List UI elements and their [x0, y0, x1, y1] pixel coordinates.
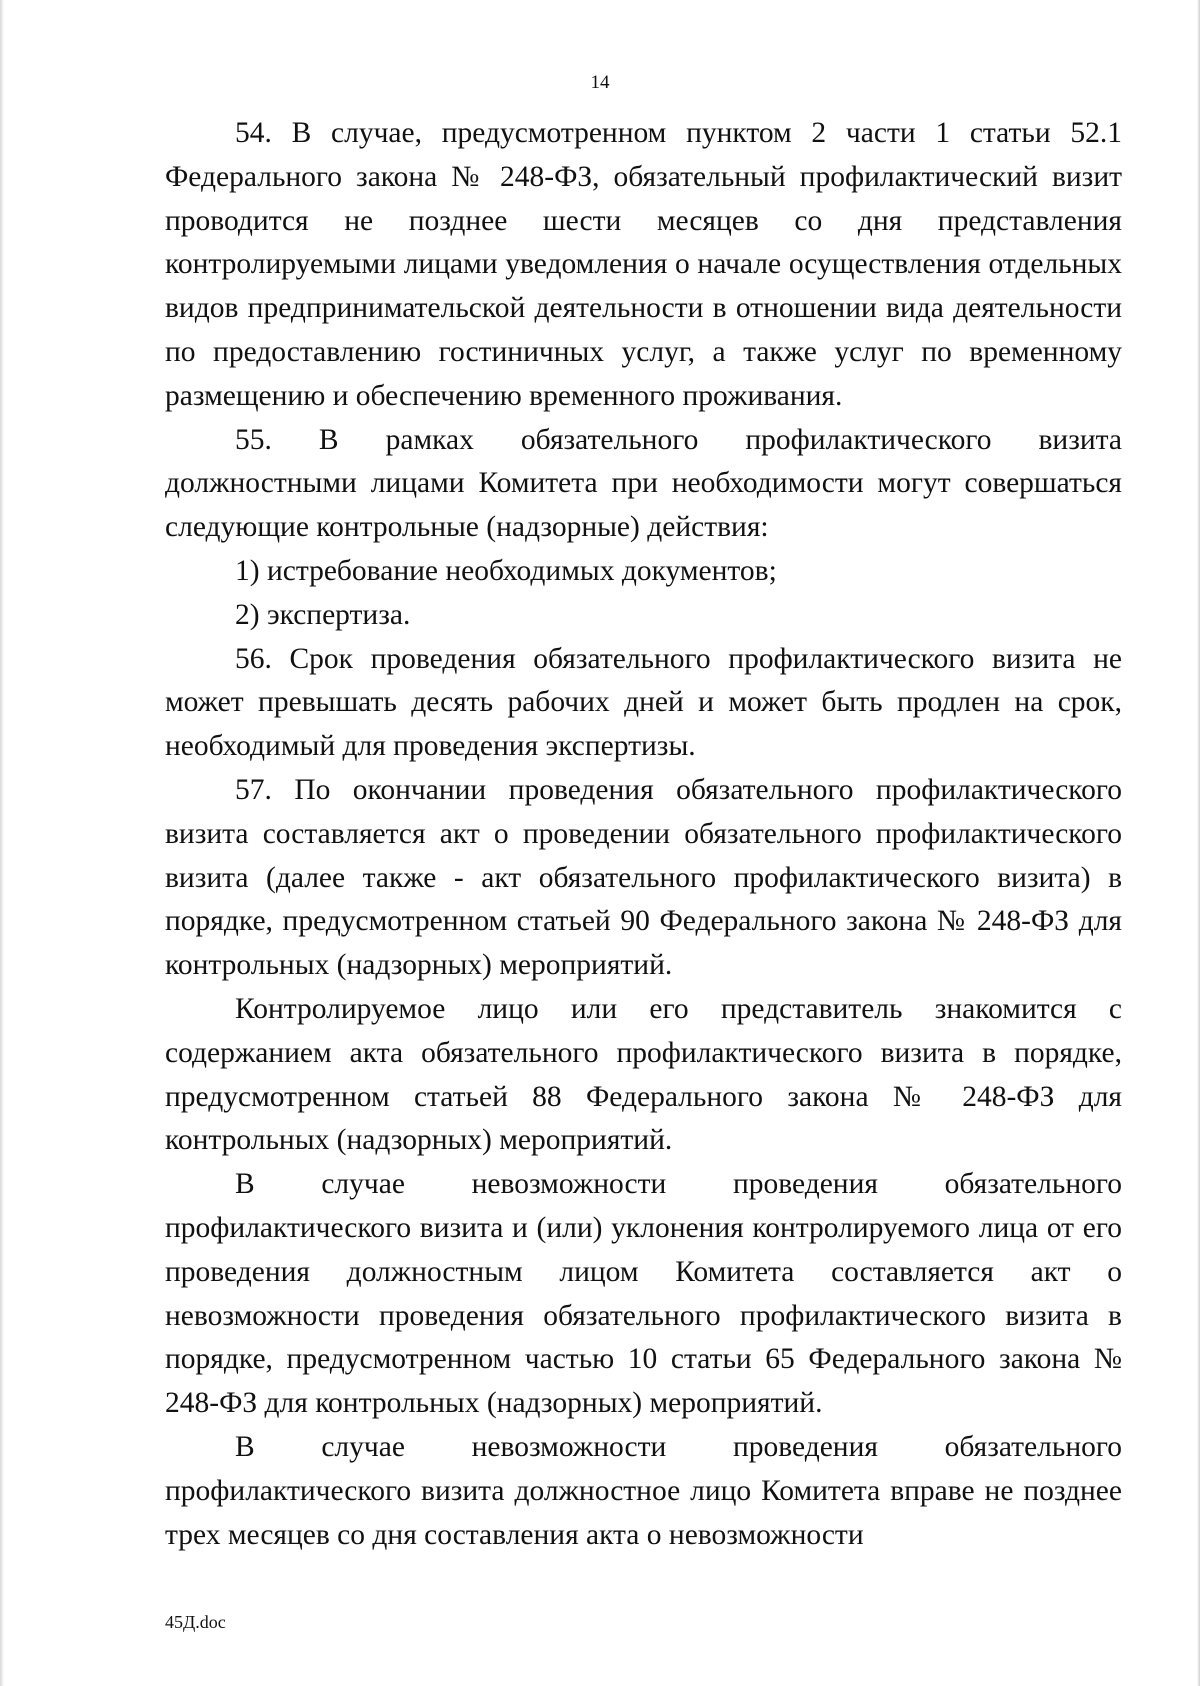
paragraph-57-part-2: Контролируемое лицо или его представитель знакомится с содержанием акта обязательного профилактического визита в порядке, предусмотренном статьей 88 Федерального закона № 248-ФЗ для контрольных (надзорных) мероприятий.	[165, 992, 1122, 1157]
paragraph-57-part-4: В случае невозможности проведения обязательного профилактического визита должностное лицо Комитета вправе не позднее трех месяцев со дня составления акта о невозможности	[165, 1430, 1122, 1551]
list-item-2: 2) экспертиза.	[235, 598, 411, 631]
paragraph-55: 55. В рамках обязательного профилактического визита должностными лицами Комитета при необходимости могут совершаться следующие контрольные (надзорные) действия:	[165, 423, 1122, 544]
scan-edge-left	[0, 0, 4, 1686]
list-item-1: 1) истребование необходимых документов;	[235, 554, 777, 587]
page-number: 14	[590, 72, 610, 93]
paragraph-54: 54. В случае, предусмотренном пунктом 2 части 1 статьи 52.1 Федерального закона № 248-ФЗ, обязательный профилактический визит проводится не позднее шести месяцев со дня представления контролируемыми лицами уведомления о начале осуществления отдельных видов предпринимательской деятельности в отношении вида деятельности по предоставлению гостиничных услуг, а также услуг по временному размещению и обеспечению временного проживания.	[165, 117, 1122, 412]
paragraph-56: 56. Срок проведения обязательного профилактического визита не может превышать десять рабочих дней и может быть продлен на срок, необходимый для проведения экспертизы.	[165, 642, 1122, 763]
paragraph-57: 57. По окончании проведения обязательного профилактического визита составляется акт о проведении обязательного профилактического визита (далее также - акт обязательного профилактического визита) в порядке, предусмотренном статьей 90 Федерального закона № 248-ФЗ для контрольных (надзорных) мероприятий.	[165, 773, 1122, 982]
paragraph-57-part-3: В случае невозможности проведения обязательного профилактического визита и (или) уклонения контролируемого лица от его проведения должностным лицом Комитета составляется акт о невозможности проведения обязательного профилактического визита в порядке, предусмотренном частью 10 статьи 65 Федерального закона № 248-ФЗ для контрольных (надзорных) мероприятий.	[165, 1168, 1122, 1420]
footer-filename: 45Д.doc	[165, 1612, 226, 1632]
document-body	[165, 112, 1122, 1557]
